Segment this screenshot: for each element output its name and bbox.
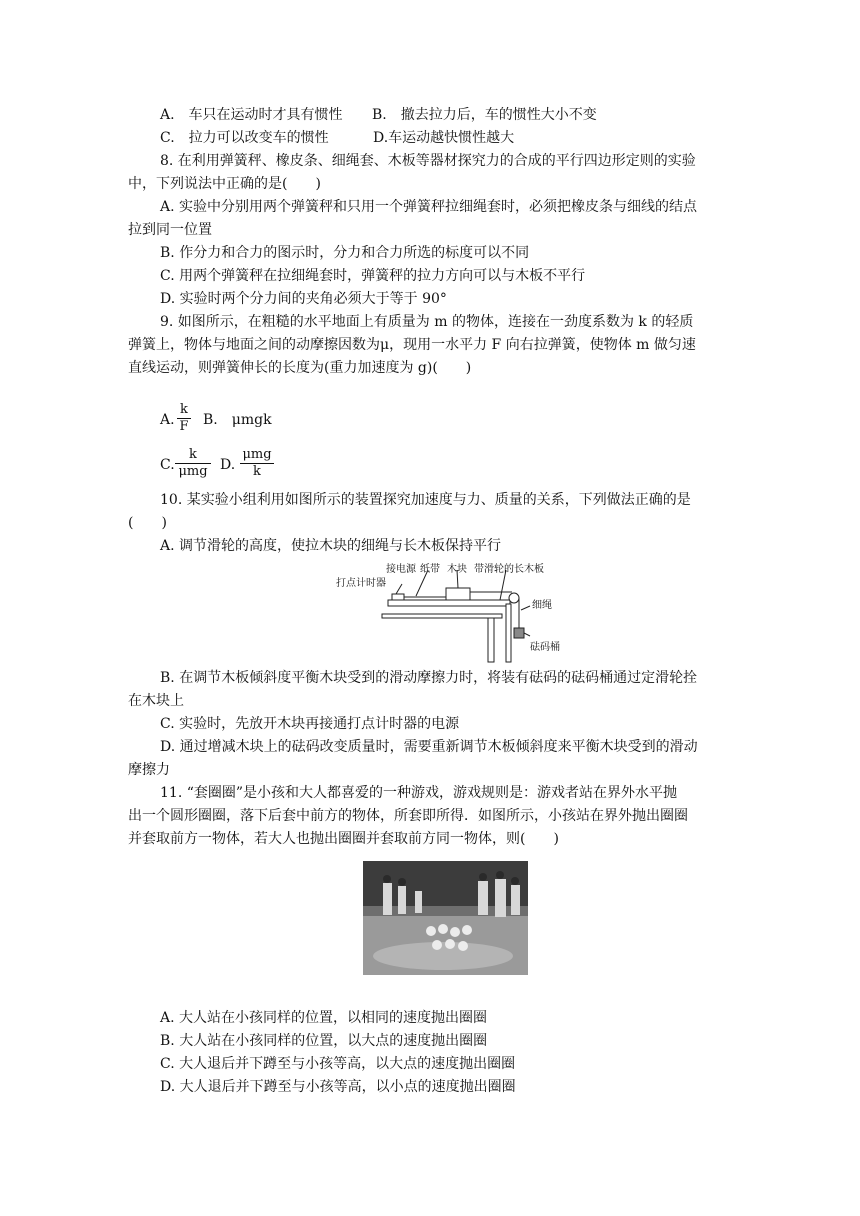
q8-option-b: B. 作分力和合力的图示时，分力和合力所选的标度可以不同 <box>160 245 530 261</box>
q11-stem-line3: 并套取前方一物体，若大人也抛出圈圈并套取前方同一物体，则( ) <box>128 831 559 847</box>
q9-stem-line2: 弹簧上，物体与地面之间的动摩擦因数为μ，现用一水平力 F 向右拉弹簧，使物体 m 做匀速 <box>128 337 696 353</box>
q9-option-d-denominator: k <box>240 463 274 480</box>
q9-option-c-label: C. <box>160 457 175 473</box>
q9-option-d-label: D. <box>220 457 236 473</box>
q9-option-a-denominator: F <box>177 418 191 435</box>
q9-stem-line1: 9. 如图所示，在粗糙的水平地面上有质量为 m 的物体，连接在一劲度系数为 k 的轻质 <box>160 314 694 330</box>
q10-stem-line2: ( ) <box>128 515 167 531</box>
q11-option-c: C. 大人退后并下蹲至与小孩等高，以大点的速度抛出圈圈 <box>160 1056 516 1072</box>
q9-option-a-label: A. <box>160 412 175 428</box>
q11-stem-line2: 出一个圆形圈圈，落下后套中前方的物体，所套即所得．如图所示，小孩站在界外抛出圈圈 <box>128 808 688 824</box>
q7-option-c: C. 拉力可以改变车的惯性 <box>160 130 329 146</box>
q8-option-c: C. 用两个弹簧秤在拉细绳套时，弹簧秤的拉力方向可以与木板不平行 <box>160 268 586 284</box>
q7-option-a: A. 车只在运动时才具有惯性 <box>160 107 343 123</box>
q7-option-d: D.车运动越快惯性越大 <box>373 130 515 146</box>
label-thin-string: 细绳 <box>532 600 552 611</box>
ring-toss-photo <box>363 861 528 975</box>
q10-option-c: C. 实验时，先放开木块再接通打点计时器的电源 <box>160 716 460 732</box>
q8-option-a-line1: A. 实验中分别用两个弹簧秤和只用一个弹簧秤拉细绳套时，必须把橡皮条与细线的结点 <box>160 199 698 215</box>
q9-option-d-fraction <box>240 447 274 480</box>
q9-option-c-denominator: μmg <box>175 463 211 480</box>
q9-stem-line3: 直线运动，则弹簧伸长的长度为(重力加速度为 g)( ) <box>128 360 472 376</box>
q10-option-b-line1: B. 在调节木板倾斜度平衡木块受到的滑动摩擦力时，将装有砝码的砝码桶通过定滑轮拴 <box>160 670 698 686</box>
q9-option-a-numerator: k <box>180 402 188 417</box>
q9-option-d-numerator: μmg <box>242 447 272 462</box>
label-wood-block: 木块 <box>447 564 467 575</box>
q11-stem-line1: 11. “套圈圈”是小孩和大人都喜爱的一种游戏，游戏规则是：游戏者站在界外水平抛 <box>160 785 678 801</box>
q8-stem-line2: 中，下列说法中正确的是( ) <box>128 176 321 192</box>
label-dot-timer: 打点计时器 <box>336 578 386 589</box>
q8-stem-line1: 8. 在利用弹簧秤、橡皮条、细绳套、木板等器材探究力的合成的平行四边形定则的实验 <box>160 153 696 169</box>
q9-option-c-fraction <box>175 447 211 480</box>
q9-option-c-numerator: k <box>189 447 197 462</box>
q11-option-d: D. 大人退后并下蹲至与小孩等高，以小点的速度抛出圈圈 <box>160 1079 516 1095</box>
q7-option-b: B. 撤去拉力后，车的惯性大小不变 <box>372 107 597 123</box>
label-paper-tape: 纸带 <box>420 564 440 575</box>
q10-option-d-line2: 摩擦力 <box>128 762 170 778</box>
label-power-supply: 接电源 <box>386 564 416 575</box>
q10-option-d-line1: D. 通过增减木块上的砝码改变质量时，需要重新调节木板倾斜度来平衡木块受到的滑动 <box>160 739 698 755</box>
q10-stem-line1: 10. 某实验小组利用如图所示的装置探究加速度与力、质量的关系，下列做法正确的是 <box>160 492 691 508</box>
q9-option-b: B. μmgk <box>203 412 272 428</box>
q10-option-b-line2: 在木块上 <box>128 693 184 709</box>
q9-option-a-fraction <box>177 402 191 435</box>
label-weight-bucket: 砝码桶 <box>530 642 560 653</box>
q11-option-b: B. 大人站在小孩同样的位置，以大点的速度抛出圈圈 <box>160 1033 488 1049</box>
label-long-board: 带滑轮的长木板 <box>474 564 544 575</box>
q11-option-a: A. 大人站在小孩同样的位置，以相同的速度抛出圈圈 <box>160 1010 488 1026</box>
q8-option-d: D. 实验时两个分力间的夹角必须大于等于 90° <box>160 291 447 307</box>
q8-option-a-line2: 拉到同一位置 <box>128 222 212 238</box>
q10-option-a: A. 调节滑轮的高度，使拉木块的细绳与长木板保持平行 <box>160 538 502 554</box>
